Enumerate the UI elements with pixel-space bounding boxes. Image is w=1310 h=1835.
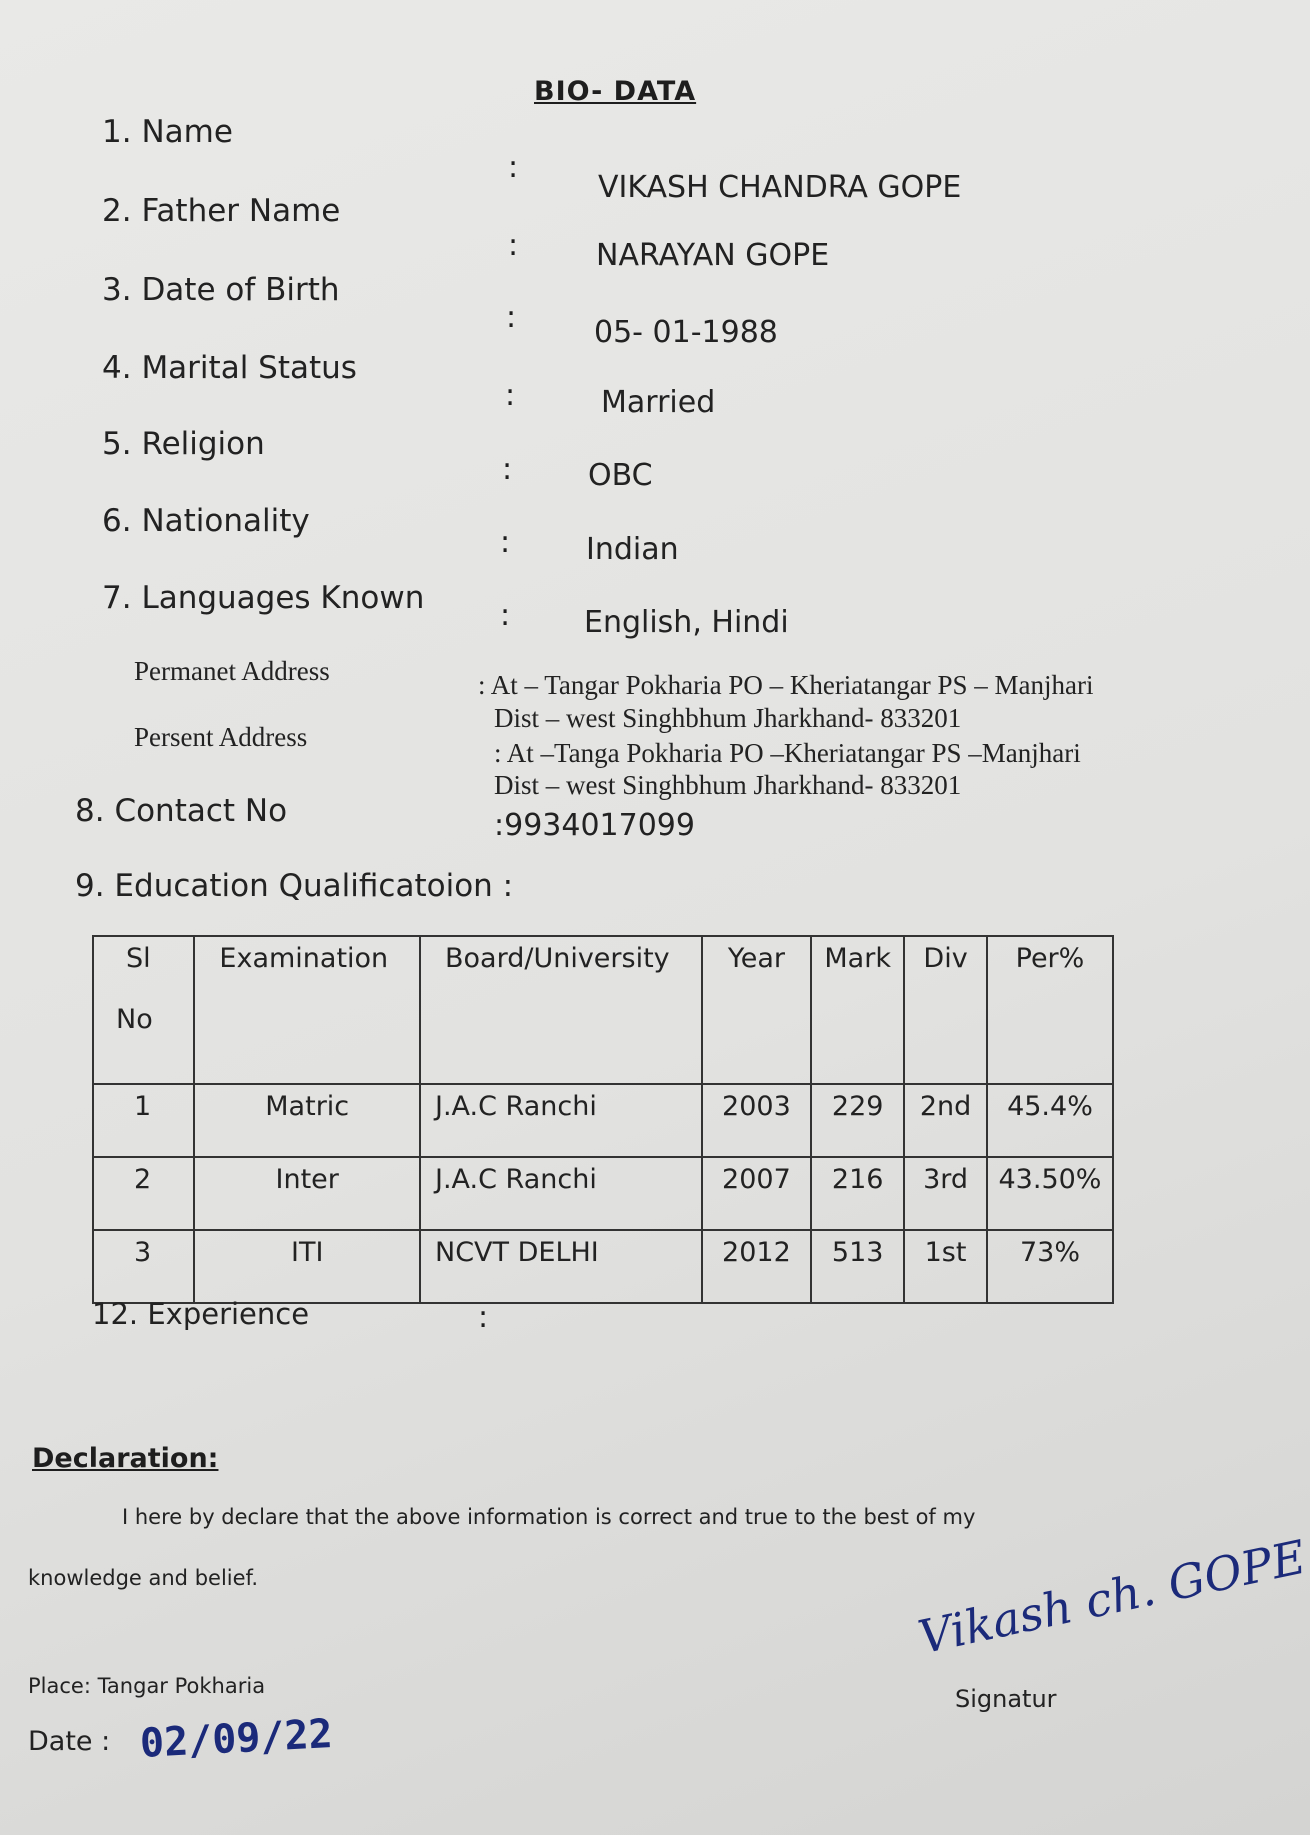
- cell-examination: Inter: [194, 1157, 420, 1230]
- declaration-line2: knowledge and belief.: [28, 1566, 259, 1590]
- date-label: Date :: [28, 1726, 111, 1757]
- field-7-value: English, Hindi: [584, 605, 789, 640]
- field-3-label: 3. Date of Birth: [102, 272, 340, 308]
- field-1-label: 1. Name: [102, 114, 233, 150]
- document-title: BIO- DATA: [534, 76, 697, 107]
- cell-board: NCVT DELHI: [420, 1230, 702, 1303]
- field-4-label: 4. Marital Status: [102, 350, 357, 386]
- permanent-address-line2: Dist – west Singhbhum Jharkhand- 833201: [494, 703, 962, 733]
- field-2-value: NARAYAN GOPE: [596, 238, 830, 273]
- cell-mark: 513: [811, 1230, 904, 1303]
- field-1-colon: :: [508, 150, 519, 185]
- cell-examination: Matric: [194, 1084, 420, 1157]
- experience-colon: :: [478, 1300, 489, 1335]
- field-5-colon: :: [502, 452, 513, 487]
- header-mark: Mark: [811, 936, 904, 1084]
- cell-examination: ITI: [194, 1230, 420, 1303]
- cell-sl: 1: [93, 1084, 194, 1157]
- header-div: Div: [904, 936, 987, 1084]
- field-6-label: 6. Nationality: [102, 503, 310, 539]
- field-7-label: 7. Languages Known: [102, 580, 425, 616]
- field-5-value: OBC: [588, 458, 653, 493]
- cell-board: J.A.C Ranchi: [420, 1084, 702, 1157]
- field-3-value: 05- 01-1988: [594, 315, 778, 350]
- field-1-value: VIKASH CHANDRA GOPE: [598, 170, 962, 205]
- field-4-colon: :: [505, 378, 516, 413]
- table-header-row: [93, 936, 1113, 1084]
- field-6-value: Indian: [586, 532, 679, 567]
- date-value: 02/09/22: [138, 1710, 334, 1768]
- permanent-address-label: Permanet Address: [134, 656, 330, 686]
- header-examination: Examination: [194, 936, 420, 1084]
- cell-sl: 2: [93, 1157, 194, 1230]
- field-7-colon: :: [500, 598, 511, 633]
- cell-board: J.A.C Ranchi: [420, 1157, 702, 1230]
- field-4-value: Married: [601, 385, 716, 420]
- field-5-label: 5. Religion: [102, 426, 265, 462]
- field-2-label: 2. Father Name: [102, 193, 341, 229]
- present-address-line2: Dist – west Singhbhum Jharkhand- 833201: [494, 770, 962, 800]
- field-3-colon: :: [506, 300, 517, 335]
- table-row: [93, 1157, 1113, 1230]
- field-6-colon: :: [500, 525, 511, 560]
- cell-sl: 3: [93, 1230, 194, 1303]
- cell-mark: 216: [811, 1157, 904, 1230]
- declaration-line1: I here by declare that the above information is correct and true to the best of my: [122, 1505, 976, 1529]
- education-table: [92, 935, 1114, 1304]
- cell-div: 1st: [904, 1230, 987, 1303]
- header-year: Year: [702, 936, 812, 1084]
- present-address-line1: : At –Tanga Pokharia PO –Kheriatangar PS –Manjhari: [494, 738, 1081, 768]
- place-text: Place: Tangar Pokharia: [28, 1674, 266, 1698]
- cell-per: 43.50%: [987, 1157, 1113, 1230]
- header-sl-no: Sl No: [93, 936, 194, 1084]
- declaration-heading: Declaration:: [32, 1443, 219, 1474]
- contact-value: :9934017099: [494, 808, 695, 843]
- field-2-colon: :: [508, 228, 519, 263]
- education-heading: 9. Education Qualificatoion :: [75, 868, 514, 904]
- cell-per: 73%: [987, 1230, 1113, 1303]
- cell-year: 2012: [702, 1230, 812, 1303]
- table-row: [93, 1084, 1113, 1157]
- cell-per: 45.4%: [987, 1084, 1113, 1157]
- signature: Vikash ch. GOPE: [913, 1529, 1310, 1665]
- table-row: [93, 1230, 1113, 1303]
- experience-label: 12. Experience: [92, 1297, 310, 1331]
- cell-year: 2007: [702, 1157, 812, 1230]
- cell-div: 3rd: [904, 1157, 987, 1230]
- signature-label: Signatur: [955, 1685, 1057, 1713]
- cell-mark: 229: [811, 1084, 904, 1157]
- present-address-label: Persent Address: [134, 722, 308, 752]
- permanent-address-line1: : At – Tangar Pokharia PO – Kheriatangar PS – Manjhari: [478, 670, 1094, 700]
- header-per: Per%: [987, 936, 1113, 1084]
- contact-label: 8. Contact No: [75, 793, 288, 829]
- cell-year: 2003: [702, 1084, 812, 1157]
- cell-div: 2nd: [904, 1084, 987, 1157]
- header-board: Board/University: [420, 936, 702, 1084]
